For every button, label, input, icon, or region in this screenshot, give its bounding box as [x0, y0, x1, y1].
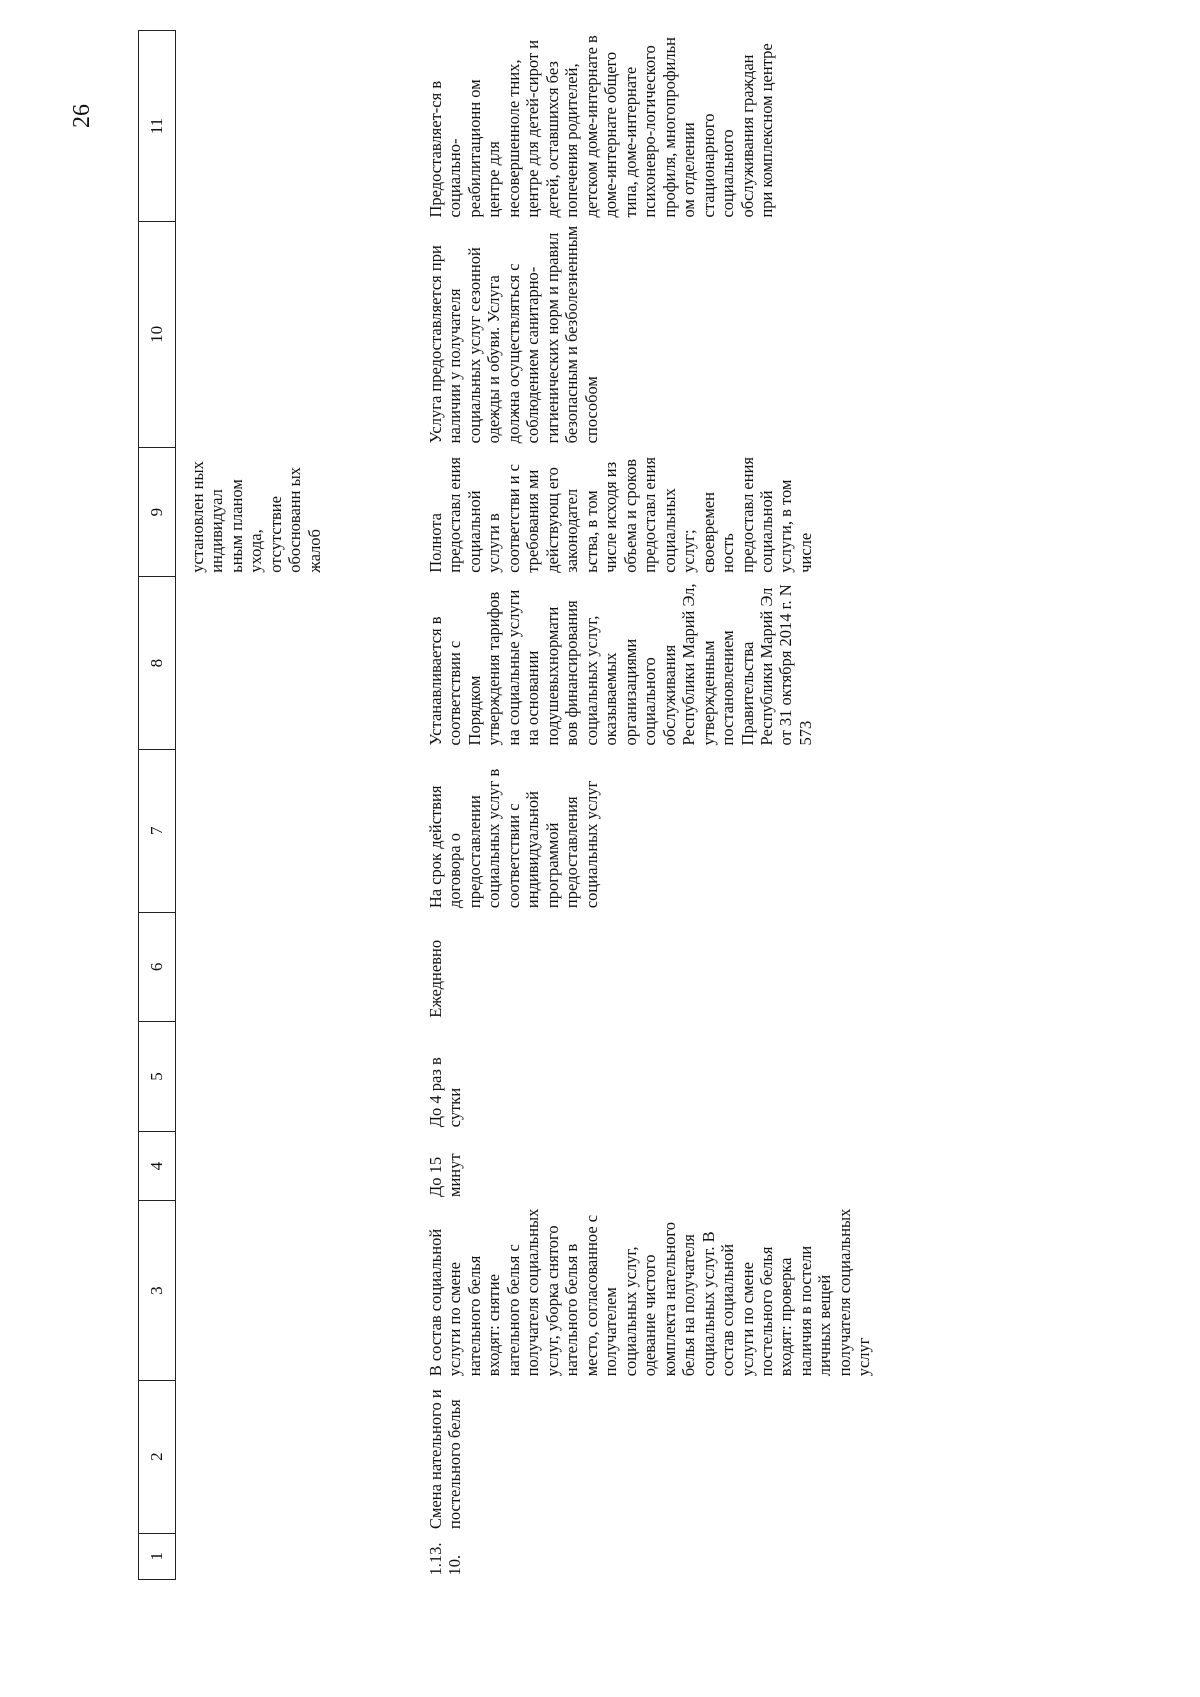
quality-criteria: Полнота предоставл ения социальной услуги в соответстви и с требования ми действующ его законодател ьства, в том числе исходя из объема и сроков предоставл ения социальных услуг; своевремен ность предоставл ения социальной услуги, в том числе [426, 456, 815, 573]
service-description: В состав социальной услуги по смене нательного белья входят: снятие нательного белья с получателя социальных услуг, уборка снятого нательного белья в место, согласованное с получателем социальных услуг, одевание чистого комплекта нательного белья на получателя социальных услуг. В состав социальной услуги по смене постельного белья входят: проверка наличия в постели личных вещей получателя социальных услуг [426, 1208, 874, 1377]
service-tariff: Устанавливается в соответствии с Порядком утверждения тарифов на социальные услуги на основании подушевыхнормати вов финансирования социальных услуг, оказываемых организациями социального обслуживания Республики Марий Эл, утвержденным постановлением Правительства Республики Марий Эл от 31 октября 2014 г. N 573 [426, 583, 815, 746]
services-table [138, 30, 874, 1580]
service-conditions: Услуга предоставляется при наличии у получателя социальных услуг сезонной одежды и обуви. Услуга должна осуществляться с соблюдением санитарно-гигиенических норм и правил безопасным и безболезненным способом [426, 225, 601, 444]
row-number: 1.13. 10. [426, 1542, 465, 1576]
service-periodicity: Ежедневно [426, 939, 445, 1018]
column-number: 7 [139, 749, 176, 912]
column-number: 2 [139, 1380, 176, 1533]
rotated-table-page [138, 30, 1088, 1580]
column-number: 3 [139, 1201, 176, 1380]
service-duration: До 15 минут [426, 1153, 465, 1197]
service-providers: Предоставляет-ся в социально-реабилитационн ом центре для несовершенноле тних, центре для детей-сирот и детей, оставшихся без попечения родителей, детском доме-интернате в доме-интернате общего типа, доме-интернате психоневро-логического профиля, многопрофильн ом отделении стационарного социального обслуживания граждан при комплексном центре [426, 35, 776, 218]
continuation-row [176, 31, 419, 1580]
quality-criteria-continued: установлен ных индивидуал ьным планом ухода, отсутствие обоснованн ых жалоб [188, 461, 324, 573]
service-term: На срок действия договора о предоставлении социальных услуг в соответствии с индивидуальной программой предоставления социальных услуг [426, 768, 601, 909]
column-number: 5 [139, 1022, 176, 1132]
column-number-row [139, 31, 176, 1580]
service-name: Смена нательного и постельного белья [426, 1389, 465, 1530]
column-number: 11 [139, 31, 176, 222]
column-number: 10 [139, 222, 176, 448]
service-frequency: До 4 раз в сутки [426, 1057, 465, 1128]
column-number: 4 [139, 1131, 176, 1201]
column-number: 8 [139, 577, 176, 750]
column-number: 6 [139, 912, 176, 1022]
column-number: 1 [139, 1533, 176, 1579]
page-number: 26 [69, 104, 95, 128]
table-row [418, 31, 874, 1580]
column-number: 9 [139, 447, 176, 576]
